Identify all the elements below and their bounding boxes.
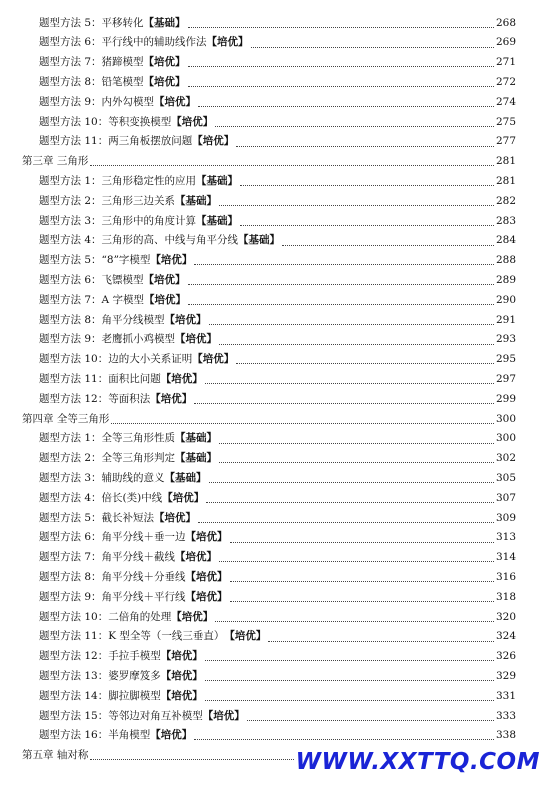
method-title: 题型方法 7：猪蹄模型: [39, 56, 144, 69]
level-tag: 【培优】: [150, 392, 193, 405]
method-title: 题型方法 5：平移转化: [39, 16, 144, 29]
page-number: 289: [495, 274, 516, 286]
toc-method-row[interactable]: [0, 92, 547, 112]
page-number: 316: [495, 570, 516, 583]
toc-method-row[interactable]: [0, 53, 547, 73]
chapter-title: 第四章 全等三角形: [22, 412, 110, 425]
page-number: 281: [495, 155, 516, 168]
level-tag: 【培优】: [171, 610, 214, 623]
page-number: 281: [495, 175, 516, 188]
toc-method-row[interactable]: [0, 726, 547, 746]
toc-method-row[interactable]: [0, 587, 547, 607]
page-number: 277: [495, 135, 516, 148]
page-number: 300: [495, 432, 516, 445]
toc-method-row[interactable]: [0, 686, 547, 706]
toc-method-row[interactable]: [0, 33, 547, 53]
level-tag: 【基础】: [175, 194, 218, 207]
page-number: 313: [495, 531, 516, 544]
level-tag: 【培优】: [175, 333, 218, 346]
toc-method-row[interactable]: [0, 508, 547, 528]
dot-leader: [268, 640, 494, 642]
page-number: 272: [495, 76, 516, 89]
method-title: 题型方法 8：角平分线＋分垂线: [39, 570, 186, 583]
page-number: 333: [495, 709, 516, 722]
method-title: 题型方法 16：半角模型: [39, 729, 151, 742]
page-number: 300: [495, 412, 516, 425]
method-title: 题型方法 1：三角形稳定性的应用: [39, 175, 197, 188]
toc-chapter-row[interactable]: [0, 409, 547, 429]
dot-leader: [215, 125, 494, 127]
level-tag: 【培优】: [185, 590, 228, 603]
level-tag: 【培优】: [175, 551, 218, 564]
level-tag: 【培优】: [162, 491, 205, 504]
level-tag: 【基础】: [175, 452, 218, 465]
method-title: 题型方法 9：内外勾模型: [39, 95, 155, 108]
toc-method-row[interactable]: [0, 567, 547, 587]
page-number: 309: [495, 511, 516, 524]
level-tag: 【培优】: [224, 630, 267, 643]
dot-leader: [230, 580, 494, 582]
site-watermark: WWW.XXTTQ.COM: [295, 749, 540, 775]
method-title: 题型方法 9：老鹰抓小鸡模型: [39, 333, 176, 346]
level-tag: 【培优】: [185, 570, 228, 583]
dot-leader: [188, 26, 494, 28]
dot-leader: [194, 738, 494, 740]
toc-method-row[interactable]: [0, 647, 547, 667]
method-title: 题型方法 15：等邻边对角互补模型: [39, 709, 203, 722]
toc-method-row[interactable]: [0, 706, 547, 726]
toc-method-row[interactable]: [0, 666, 547, 686]
toc-method-row[interactable]: [0, 191, 547, 211]
page-number: 299: [495, 392, 516, 405]
method-title: 题型方法 13：婆罗摩笈多: [39, 669, 161, 682]
dot-leader: [219, 204, 494, 206]
chapter-title: 第三章 三角形: [22, 155, 89, 168]
dot-leader: [188, 303, 494, 305]
level-tag: 【培优】: [150, 254, 193, 267]
dot-leader: [219, 461, 494, 463]
method-title: 题型方法 3：三角形中的角度计算: [39, 214, 197, 227]
method-title: 题型方法 14：脚拉脚模型: [39, 689, 161, 702]
level-tag: 【基础】: [238, 234, 281, 247]
toc-method-row[interactable]: [0, 132, 547, 152]
page-number: 293: [495, 333, 516, 346]
dot-leader: [240, 184, 494, 186]
dot-leader: [205, 679, 494, 681]
method-title: 题型方法 4：倍长(类)中线: [39, 491, 163, 504]
method-title: 题型方法 12：手拉手模型: [39, 650, 161, 663]
level-tag: 【培优】: [160, 650, 203, 663]
level-tag: 【培优】: [160, 669, 203, 682]
page-number: 320: [495, 610, 516, 623]
dot-leader: [205, 659, 494, 661]
toc-method-row[interactable]: [0, 488, 547, 508]
page-number: 302: [495, 452, 516, 465]
page-number: 305: [495, 471, 516, 484]
dot-leader: [219, 560, 494, 562]
level-tag: 【培优】: [143, 293, 186, 306]
page-number: 288: [495, 254, 516, 267]
chapter-title: 第五章 轴对称: [22, 749, 89, 762]
level-tag: 【培优】: [160, 372, 203, 385]
level-tag: 【基础】: [143, 16, 186, 29]
method-title: 题型方法 6：平行线中的辅助线作法: [39, 36, 207, 49]
table-of-contents: [0, 13, 547, 765]
dot-leader: [240, 224, 494, 226]
page-number: 284: [495, 234, 516, 247]
toc-method-row[interactable]: [0, 330, 547, 350]
dot-leader: [230, 600, 494, 602]
dot-leader: [236, 145, 494, 147]
dot-leader: [205, 699, 494, 701]
method-title: 题型方法 3：辅助线的意义: [39, 471, 165, 484]
method-title: 题型方法 10：二倍角的处理: [39, 610, 172, 623]
page-number: 307: [495, 491, 516, 504]
dot-leader: [198, 105, 494, 107]
dot-leader: [111, 422, 494, 424]
level-tag: 【基础】: [196, 214, 239, 227]
level-tag: 【培优】: [143, 274, 186, 286]
toc-method-row[interactable]: [0, 290, 547, 310]
method-title: 题型方法 10：等积变换模型: [39, 115, 172, 128]
toc-method-row[interactable]: [0, 369, 547, 389]
dot-leader: [194, 402, 494, 404]
dot-leader: [188, 85, 494, 87]
dot-leader: [188, 283, 494, 285]
level-tag: 【基础】: [196, 175, 239, 188]
level-tag: 【培优】: [143, 76, 186, 89]
level-tag: 【培优】: [160, 689, 203, 702]
page-number: 295: [495, 353, 516, 366]
dot-leader: [209, 323, 494, 325]
level-tag: 【培优】: [185, 531, 228, 544]
method-title: 题型方法 7：A 字模型: [39, 293, 144, 306]
page-number: 314: [495, 551, 516, 564]
dot-leader: [230, 541, 494, 543]
dot-leader: [206, 501, 494, 503]
method-title: 题型方法 5：“8”字模型: [39, 254, 151, 267]
method-title: 题型方法 2：三角形三边关系: [39, 194, 176, 207]
method-title: 题型方法 11：两三角板摆放问题: [39, 135, 193, 148]
level-tag: 【培优】: [202, 709, 245, 722]
toc-method-row[interactable]: [0, 251, 547, 271]
dot-leader: [236, 362, 494, 364]
method-title: 题型方法 11：面积比问题: [39, 372, 161, 385]
dot-leader: [215, 620, 494, 622]
level-tag: 【培优】: [171, 115, 214, 128]
page-number: 318: [495, 590, 516, 603]
dot-leader: [247, 719, 494, 721]
toc-method-row[interactable]: [0, 449, 547, 469]
method-title: 题型方法 7：角平分线＋截线: [39, 551, 176, 564]
method-title: 题型方法 8：角平分线模型: [39, 313, 165, 326]
method-title: 题型方法 8：铅笔模型: [39, 76, 144, 89]
dot-leader: [90, 164, 494, 166]
toc-method-row[interactable]: [0, 72, 547, 92]
toc-method-row[interactable]: [0, 607, 547, 627]
method-title: 题型方法 12：等面积法: [39, 392, 151, 405]
dot-leader: [198, 521, 494, 523]
level-tag: 【培优】: [192, 135, 235, 148]
method-title: 题型方法 6：角平分线＋垂一边: [39, 531, 186, 544]
toc-method-row[interactable]: [0, 211, 547, 231]
page-number: 271: [495, 56, 516, 69]
toc-method-row[interactable]: [0, 171, 547, 191]
method-title: 题型方法 4：三角形的高、中线与角平分线: [39, 234, 239, 247]
page-number: 324: [495, 630, 516, 643]
level-tag: 【培优】: [192, 353, 235, 366]
page-number: 338: [495, 729, 516, 742]
method-title: 题型方法 5：截长补短法: [39, 511, 155, 524]
toc-method-row[interactable]: [0, 468, 547, 488]
method-title: 题型方法 6：飞镖模型: [39, 274, 144, 286]
page-number: 290: [495, 293, 516, 306]
toc-method-row[interactable]: [0, 389, 547, 409]
toc-method-row[interactable]: [0, 112, 547, 132]
dot-leader: [219, 442, 494, 444]
toc-method-row[interactable]: [0, 270, 547, 290]
dot-leader: [209, 481, 494, 483]
method-title: 题型方法 10：边的大小关系证明: [39, 353, 193, 366]
page-number: 326: [495, 650, 516, 663]
toc-method-row[interactable]: [0, 429, 547, 449]
page-number: 274: [495, 95, 516, 108]
page-number: 291: [495, 313, 516, 326]
level-tag: 【培优】: [206, 36, 249, 49]
method-title: 题型方法 2：全等三角形判定: [39, 452, 176, 465]
method-title: 题型方法 11：K 型全等（一线三垂直）: [39, 630, 225, 643]
level-tag: 【培优】: [154, 511, 197, 524]
level-tag: 【培优】: [164, 313, 207, 326]
dot-leader: [194, 263, 494, 265]
page-number: 283: [495, 214, 516, 227]
page-number: 269: [495, 36, 516, 49]
method-title: 题型方法 9：角平分线＋平行线: [39, 590, 186, 603]
level-tag: 【培优】: [154, 95, 197, 108]
dot-leader: [251, 46, 494, 48]
method-title: 题型方法 1：全等三角形性质: [39, 432, 176, 445]
toc-method-row[interactable]: [0, 548, 547, 568]
page-number: 329: [495, 669, 516, 682]
toc-method-row[interactable]: [0, 310, 547, 330]
level-tag: 【培优】: [150, 729, 193, 742]
level-tag: 【基础】: [164, 471, 207, 484]
dot-leader: [188, 65, 494, 67]
level-tag: 【基础】: [175, 432, 218, 445]
page-number: 297: [495, 372, 516, 385]
dot-leader: [205, 382, 494, 384]
toc-method-row[interactable]: [0, 350, 547, 370]
page-number: 275: [495, 115, 516, 128]
page-number: 282: [495, 194, 516, 207]
page-number: 331: [495, 689, 516, 702]
page-number: 268: [495, 16, 516, 29]
toc-method-row[interactable]: [0, 13, 547, 33]
toc-method-row[interactable]: [0, 528, 547, 548]
toc-method-row[interactable]: [0, 231, 547, 251]
toc-method-row[interactable]: [0, 627, 547, 647]
dot-leader: [282, 244, 494, 246]
toc-chapter-row[interactable]: [0, 152, 547, 172]
dot-leader: [219, 343, 494, 345]
level-tag: 【培优】: [143, 56, 186, 69]
